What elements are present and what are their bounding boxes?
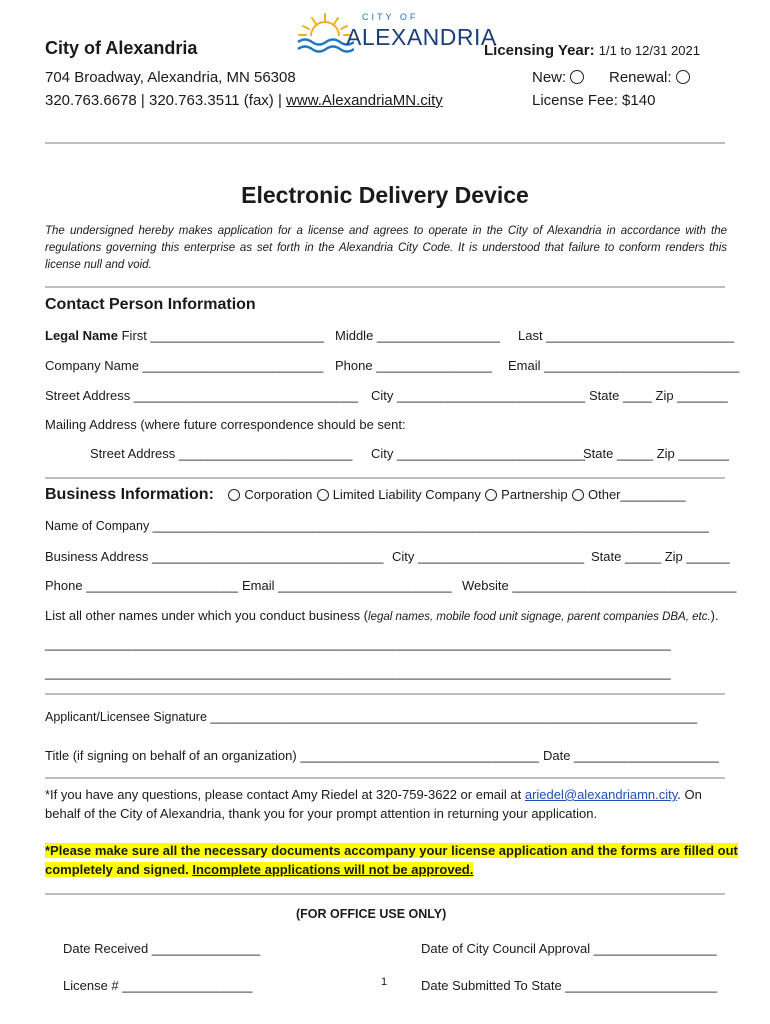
new-radio[interactable]	[570, 70, 584, 84]
other-names-prompt	[45, 608, 719, 623]
date-submitted-state-field[interactable]: Date Submitted To State _____________________	[421, 978, 718, 993]
llc-label: Limited Liability Company	[332, 487, 481, 502]
partnership-label: Partnership	[501, 487, 568, 502]
business-website-field[interactable]: Website _______________________________	[462, 578, 737, 593]
first-name-field[interactable]: First ________________________	[121, 328, 325, 343]
contact-phone-field[interactable]: Phone ________________	[335, 358, 492, 373]
mailing-street-field[interactable]: Street Address ________________________	[90, 446, 353, 461]
notice-line-1	[45, 843, 738, 858]
last-name-field[interactable]: Last __________________________	[518, 328, 735, 343]
mailing-city-field[interactable]: City __________________________	[371, 446, 585, 461]
licensing-year-value: 1/1 to 12/31 2021	[598, 43, 700, 58]
business-city-field[interactable]: City _______________________	[392, 549, 585, 564]
mailing-address-note: Mailing Address (where future correspondence should be sent:	[45, 417, 406, 432]
business-heading: Business Information:	[45, 486, 214, 503]
street-address-field[interactable]: Street Address _______________________________	[45, 388, 359, 403]
license-number-field[interactable]: License # __________________	[63, 978, 253, 993]
license-fee: License Fee: $140	[532, 92, 656, 109]
contact-email-field[interactable]: Email ___________________________	[508, 358, 740, 373]
partnership-radio[interactable]	[485, 489, 497, 501]
signature-field[interactable]: Applicant/Licensee Signature ______________________________________________________________________	[45, 710, 698, 724]
questions-text: *If you have any questions, please contact Amy Riedel at 320-759-3622 or email at	[45, 787, 525, 802]
state-zip-field[interactable]: State ____ Zip _______	[589, 388, 728, 403]
questions-text-end: . On	[677, 787, 702, 802]
signature-date-field[interactable]: Date ____________________	[543, 748, 719, 763]
city-field[interactable]: City __________________________	[371, 388, 585, 403]
new-label: New:	[532, 69, 567, 86]
other-radio[interactable]	[572, 489, 584, 501]
renewal-radio[interactable]	[676, 70, 690, 84]
logo-big-text: ALEXANDRIA	[346, 24, 497, 50]
llc-radio[interactable]	[317, 489, 329, 501]
renewal-option[interactable]	[609, 69, 690, 86]
notice-warning: Incomplete applications will not be approved.	[192, 862, 474, 877]
form-title: Electronic Delivery Device	[241, 182, 529, 208]
org-website-link[interactable]: www.AlexandriaMN.city	[286, 92, 443, 109]
business-phone-field[interactable]: Phone _____________________	[45, 578, 239, 593]
divider	[45, 893, 725, 895]
business-type-row	[45, 486, 686, 504]
divider	[45, 142, 725, 144]
divider	[45, 693, 725, 695]
date-received-field[interactable]: Date Received _______________	[63, 941, 261, 956]
legal-name-field[interactable]	[45, 328, 324, 343]
council-approval-date-field[interactable]: Date of City Council Approval _________________	[421, 941, 717, 956]
divider	[45, 777, 725, 779]
legal-name-label: Legal Name	[45, 328, 118, 343]
other-names-lead: List all other names under which you conduct business (	[45, 608, 369, 623]
notice-text: *Please make sure all the necessary documents accompany your license application and the forms are filled out	[45, 843, 738, 858]
middle-name-field[interactable]: Middle _________________	[335, 328, 500, 343]
org-name: City of Alexandria	[45, 38, 198, 58]
other-label[interactable]: Other_________	[588, 487, 686, 502]
other-names-line[interactable]: __________________________________________________________________________________________	[45, 637, 671, 651]
questions-line-2: behalf of the City of Alexandria, thank you for your prompt attention in returning your application.	[45, 806, 598, 821]
other-names-line[interactable]: __________________________________________________________________________________________	[45, 666, 671, 680]
org-address: 704 Broadway, Alexandria, MN 56308	[45, 69, 296, 86]
notice-text: completely and signed.	[45, 862, 193, 877]
new-option[interactable]	[532, 69, 584, 86]
licensing-year	[484, 42, 700, 59]
org-contact-line	[45, 92, 443, 109]
company-name-business-field[interactable]: Name of Company ________________________________________________________________________________	[45, 519, 709, 533]
other-names-tail: ).	[710, 608, 719, 623]
org-phones: 320.763.6678 | 320.763.3511 (fax) |	[45, 92, 287, 109]
signer-title-field[interactable]: Title (if signing on behalf of an organization) _________________________________	[45, 748, 539, 763]
notice-line-2	[45, 862, 473, 877]
intro-paragraph: The undersigned hereby makes application for a license and agrees to operate in the City of Alexandria in accordance with the regulations governing this enterprise as set forth in the Alexandria City Code. It is understood that failure to conform renders this license null and void.	[45, 225, 727, 271]
other-names-examples: legal names, mobile food unit signage, parent companies DBA, etc.	[368, 611, 711, 623]
questions-line-1	[45, 787, 702, 802]
divider	[45, 286, 725, 288]
divider	[45, 477, 725, 479]
business-state-zip-field[interactable]: State _____ Zip ______	[591, 549, 730, 564]
business-address-field[interactable]: Business Address ________________________________	[45, 549, 384, 564]
office-use-heading: (FOR OFFICE USE ONLY)	[296, 907, 447, 921]
business-email-field[interactable]: Email ________________________	[242, 578, 452, 593]
corporation-label: Corporation	[244, 487, 313, 502]
contact-email-link[interactable]: ariedel@alexandriamn.city	[524, 787, 678, 802]
licensing-year-label: Licensing Year:	[484, 42, 595, 59]
contact-heading: Contact Person Information	[45, 296, 256, 313]
renewal-label: Renewal:	[609, 69, 672, 86]
logo-small-text: CITY OF	[362, 12, 419, 22]
page-number: 1	[381, 976, 388, 988]
corporation-radio[interactable]	[228, 489, 240, 501]
mailing-state-zip-field[interactable]: State _____ Zip _______	[583, 446, 730, 461]
city-logo	[296, 10, 497, 58]
company-name-field[interactable]: Company Name _________________________	[45, 358, 324, 373]
